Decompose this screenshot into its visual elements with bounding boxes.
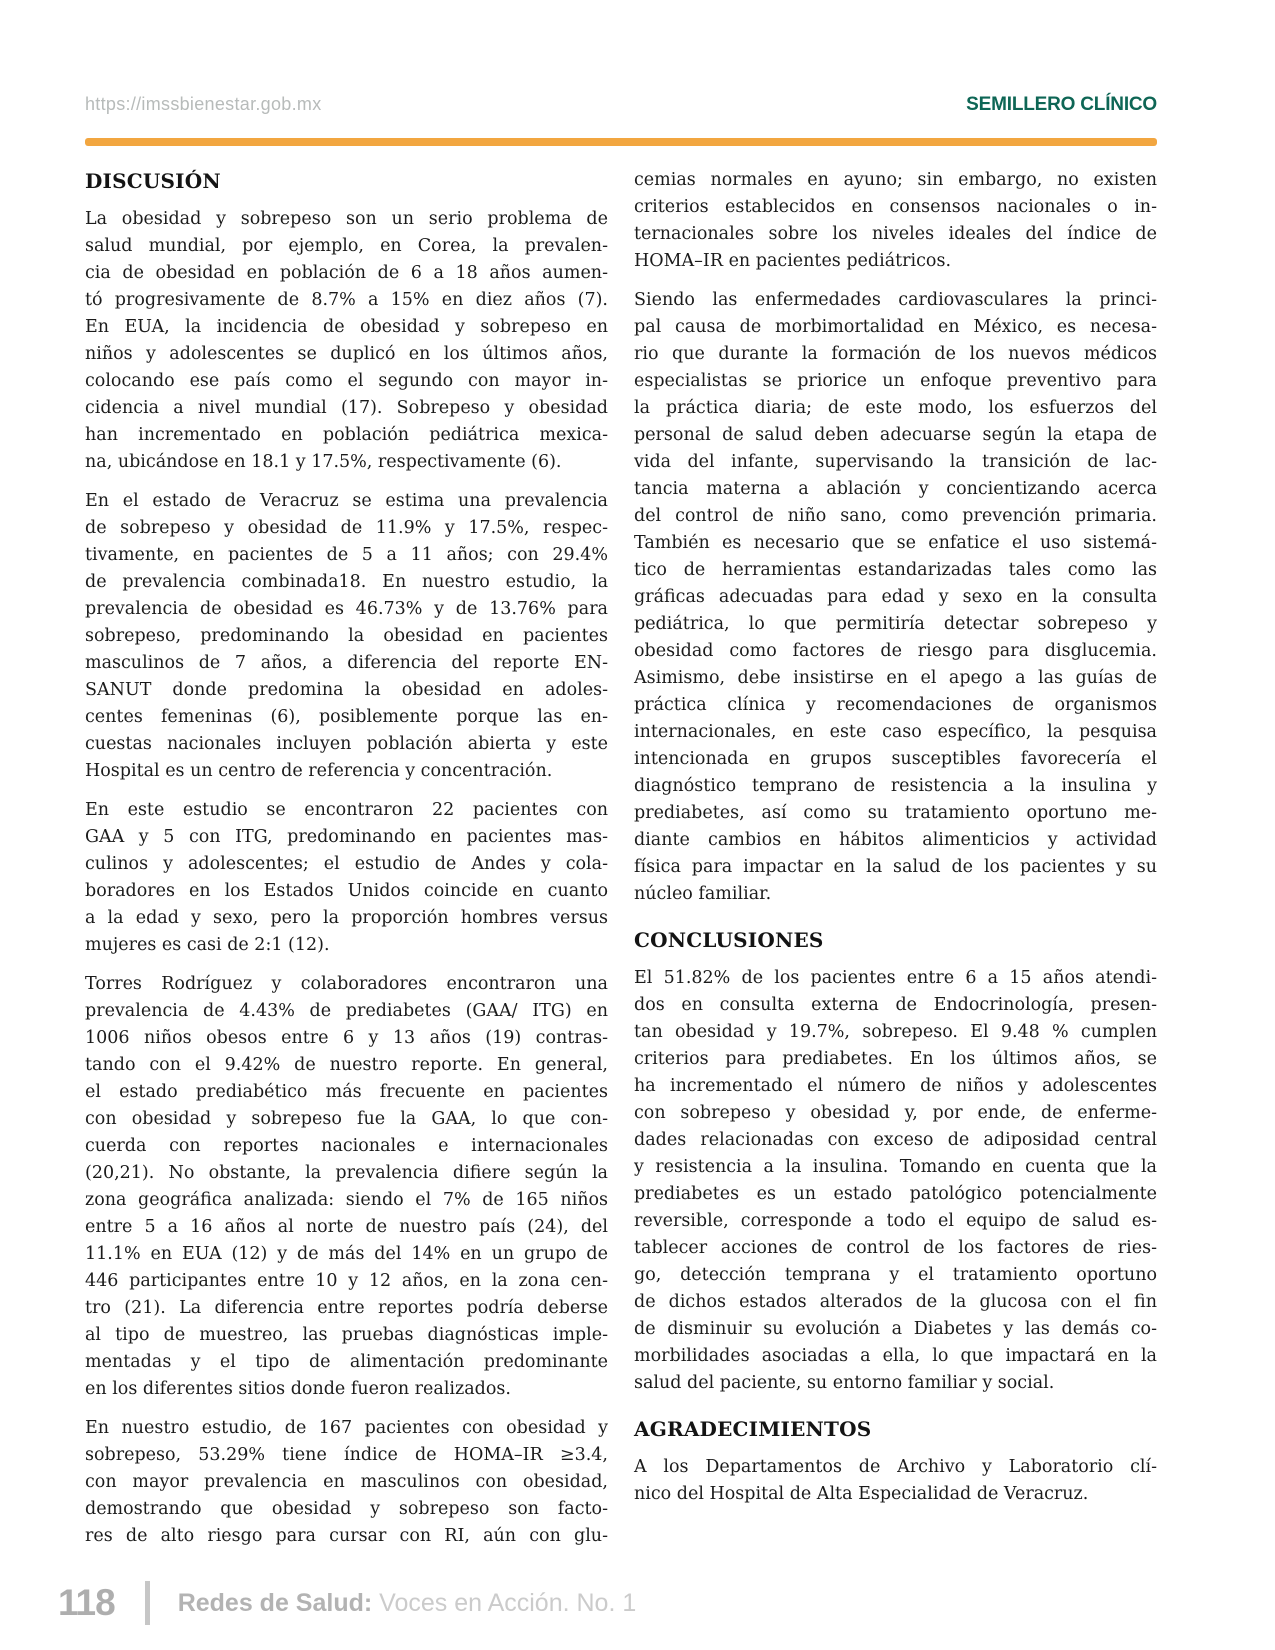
text-line: entre 5 a 16 años al norte de nuestro país (24), del: [85, 1217, 608, 1237]
text-line: prevalencia de obesidad es 46.73% y de 13.76% para: [85, 599, 608, 619]
text-line: rio que durante la formación de los nuevos médicos: [634, 344, 1157, 364]
text-line: física para impactar en la salud de los pacientes y su: [634, 857, 1157, 877]
article-body: [85, 167, 1157, 1562]
text-line: demostrando que obesidad y sobrepeso son facto-: [85, 1499, 608, 1519]
text-line: cuerda con reportes nacionales e internacionales: [85, 1136, 608, 1156]
text-line: (20,21). No obstante, la prevalencia difiere según la: [85, 1163, 608, 1183]
text-line: cuestas nacionales incluyen población abierta y este: [85, 734, 608, 754]
footer-journal-title: [178, 1589, 637, 1618]
text-line: con sobrepeso y obesidad y, por ende, de enferme-: [634, 1103, 1157, 1123]
text-line: del control de niño sano, como prevención primaria.: [634, 506, 1157, 526]
text-line: En el estado de Veracruz se estima una prevalencia: [85, 491, 608, 511]
text-line: Torres Rodríguez y colaboradores encontraron una: [85, 974, 608, 994]
text-line: tivamente, en pacientes de 5 a 11 años; con 29.4%: [85, 545, 608, 565]
text-line: tó progresivamente de 8.7% a 15% en diez años (7).: [85, 290, 608, 310]
text-line: mujeres es casi de 2:1 (12).: [85, 935, 330, 955]
header-url: https://imssbienestar.gob.mx: [85, 94, 322, 114]
text-line: la práctica diaria; de este modo, los esfuerzos del: [634, 398, 1157, 418]
text-line: res de alto riesgo para cursar con RI, aún con glu-: [85, 1526, 608, 1546]
text-line: ha incrementado el número de niños y adolescentes: [634, 1076, 1157, 1096]
footer-journal-title-bold: Redes de Salud:: [177, 1588, 373, 1617]
text-line: de dichos estados alterados de la glucosa con el fin: [634, 1292, 1157, 1312]
text-line: y resistencia a la insulina. Tomando en cuenta que la: [634, 1157, 1157, 1177]
text-line: go, detección temprana y el tratamiento oportuno: [634, 1265, 1157, 1285]
text-line: boradores en los Estados Unidos coincide en cuanto: [85, 881, 608, 901]
text-line: salud del paciente, su entorno familiar y social.: [634, 1373, 1055, 1393]
text-line: cia de obesidad en población de 6 a 18 años aumen-: [85, 263, 608, 283]
text-line: internacionales, en este caso específico, la pesquisa: [634, 722, 1157, 742]
column-right: [634, 167, 1157, 1562]
footer-divider: [145, 1581, 150, 1625]
paragraph: [85, 1415, 608, 1550]
paragraph: [85, 797, 608, 959]
footer-journal-title-rest: Voces en Acción. No. 1: [372, 1588, 637, 1617]
text-line: Asimismo, debe insistirse en el apego a las guías de: [634, 668, 1157, 688]
text-line: En nuestro estudio, de 167 pacientes con obesidad y: [85, 1418, 608, 1438]
text-line: vida del infante, supervisando la transición de lac-: [634, 452, 1157, 472]
text-line: reversible, corresponde a todo el equipo de salud es-: [634, 1211, 1157, 1231]
text-line: En este estudio se encontraron 22 pacientes con: [85, 800, 608, 820]
text-line: dos en consulta externa de Endocrinología, presen-: [634, 995, 1157, 1015]
text-line: Siendo las enfermedades cardiovasculares la princi-: [634, 290, 1157, 310]
text-line: morbilidades asociadas a ella, lo que impactará en la: [634, 1346, 1157, 1366]
text-line: tancia materna a ablación y concientizando acerca: [634, 479, 1157, 499]
text-line: tico de herramientas estandarizadas tales como las: [634, 560, 1157, 580]
text-line: En EUA, la incidencia de obesidad y sobrepeso en: [85, 317, 608, 337]
text-line: sobrepeso, predominando la obesidad en pacientes: [85, 626, 608, 646]
text-line: colocando ese país como el segundo con mayor in-: [85, 371, 608, 391]
text-line: núcleo familiar.: [634, 884, 772, 904]
text-line: cidencia a nivel mundial (17). Sobrepeso y obesidad: [85, 398, 608, 418]
text-line: 11.1% en EUA (12) y de más del 14% en un grupo de: [85, 1244, 608, 1264]
page-footer: [58, 1580, 636, 1626]
paragraph: [634, 965, 1157, 1397]
section-heading: CONCLUSIONES: [634, 928, 824, 952]
text-line: el estado prediabético más frecuente en pacientes: [85, 1082, 608, 1102]
page-number: 118: [58, 1582, 115, 1623]
text-line: SANUT donde predomina la obesidad en adoles-: [85, 680, 608, 700]
text-line: cemias normales en ayuno; sin embargo, no existen: [634, 170, 1157, 190]
header-accent-rule: [85, 138, 1157, 146]
text-line: de sobrepeso y obesidad de 11.9% y 17.5%, respec-: [85, 518, 608, 538]
text-line: personal de salud deben adecuarse según la etapa de: [634, 425, 1157, 445]
text-line: tando con el 9.42% de nuestro reporte. En general,: [85, 1055, 608, 1075]
text-line: criterios para prediabetes. En los últimos años, se: [634, 1049, 1157, 1069]
text-line: mentadas y el tipo de alimentación predominante: [85, 1352, 608, 1372]
text-line: masculinos de 7 años, a diferencia del reporte EN-: [85, 653, 608, 673]
text-line: nico del Hospital de Alta Especialidad de Veracruz.: [634, 1484, 1089, 1504]
text-line: centes femeninas (6), posiblemente porque las en-: [85, 707, 608, 727]
text-line: na, ubicándose en 18.1 y 17.5%, respectivamente (6).: [85, 452, 562, 472]
text-line: diagnóstico temprano de resistencia a la insulina y: [634, 776, 1157, 796]
header-section-label: SEMILLERO CLÍNICO: [966, 94, 1157, 115]
text-line: dades relacionadas con exceso de adiposidad central: [634, 1130, 1157, 1150]
paragraph: [634, 1454, 1157, 1508]
text-line: de disminuir su evolución a Diabetes y las demás co-: [634, 1319, 1157, 1339]
text-line: 1006 niños obesos entre 6 y 13 años (19) contras-: [85, 1028, 608, 1048]
text-line: culinos y adolescentes; el estudio de Andes y cola-: [85, 854, 608, 874]
text-line: salud mundial, por ejemplo, en Corea, la prevalen-: [85, 236, 608, 256]
text-line: La obesidad y sobrepeso son un serio problema de: [85, 209, 608, 229]
text-line: prediabetes, así como su tratamiento oportuno me-: [634, 803, 1157, 823]
text-line: sobrepeso, 53.29% tiene índice de HOMA–IR ≥3.4,: [85, 1445, 608, 1465]
text-line: intencionada en grupos susceptibles favorecería el: [634, 749, 1157, 769]
text-line: GAA y 5 con ITG, predominando en pacientes mas-: [85, 827, 608, 847]
text-line: pediátrica, lo que permitiría detectar sobrepeso y: [634, 614, 1157, 634]
text-line: pal causa de morbimortalidad en México, es necesa-: [634, 317, 1157, 337]
text-line: gráficas adecuadas para edad y sexo en la consulta: [634, 587, 1157, 607]
text-line: A los Departamentos de Archivo y Laboratorio clí-: [634, 1457, 1157, 1477]
section-heading: AGRADECIMIENTOS: [634, 1417, 872, 1441]
text-line: prediabetes es un estado patológico potencialmente: [634, 1184, 1157, 1204]
text-line: en los diferentes sitios donde fueron realizados.: [85, 1379, 511, 1399]
text-line: 446 participantes entre 10 y 12 años, en la zona cen-: [85, 1271, 608, 1291]
text-line: prevalencia de 4.43% de prediabetes (GAA/ ITG) en: [85, 1001, 608, 1021]
text-line: HOMA–IR en pacientes pediátricos.: [634, 251, 952, 271]
paragraph: [85, 971, 608, 1403]
paragraph: [85, 488, 608, 785]
text-line: También es necesario que se enfatice el uso sistemá-: [634, 533, 1157, 553]
text-line: con mayor prevalencia en masculinos con obesidad,: [85, 1472, 608, 1492]
text-line: El 51.82% de los pacientes entre 6 a 15 años atendi-: [634, 968, 1157, 988]
page-header: [85, 94, 1157, 116]
text-line: tan obesidad y 19.7%, sobrepeso. El 9.48 % cumplen: [634, 1022, 1157, 1042]
text-line: de prevalencia combinada18. En nuestro estudio, la: [85, 572, 608, 592]
text-line: zona geográfica analizada: siendo el 7% de 165 niños: [85, 1190, 608, 1210]
text-line: criterios establecidos en consensos nacionales o in-: [634, 197, 1157, 217]
text-line: con obesidad y sobrepeso fue la GAA, lo que con-: [85, 1109, 608, 1129]
paragraph: [634, 287, 1157, 908]
text-line: al tipo de muestreo, las pruebas diagnósticas imple-: [85, 1325, 608, 1345]
text-line: ternacionales sobre los niveles ideales del índice de: [634, 224, 1157, 244]
text-line: diante cambios en hábitos alimenticios y actividad: [634, 830, 1157, 850]
text-line: Hospital es un centro de referencia y concentración.: [85, 761, 553, 781]
text-line: especialistas se priorice un enfoque preventivo para: [634, 371, 1157, 391]
text-line: práctica clínica y recomendaciones de organismos: [634, 695, 1157, 715]
paragraph: [85, 206, 608, 476]
text-line: tro (21). La diferencia entre reportes podría deberse: [85, 1298, 608, 1318]
text-line: han incrementado en población pediátrica mexica-: [85, 425, 608, 445]
text-line: obesidad como factores de riesgo para disglucemia.: [634, 641, 1157, 661]
section-heading: DISCUSIÓN: [85, 169, 221, 193]
text-line: tablecer acciones de control de los factores de ries-: [634, 1238, 1157, 1258]
paragraph: [634, 167, 1157, 275]
column-left: [85, 167, 608, 1562]
text-line: niños y adolescentes se duplicó en los últimos años,: [85, 344, 608, 364]
text-line: a la edad y sexo, pero la proporción hombres versus: [85, 908, 608, 928]
